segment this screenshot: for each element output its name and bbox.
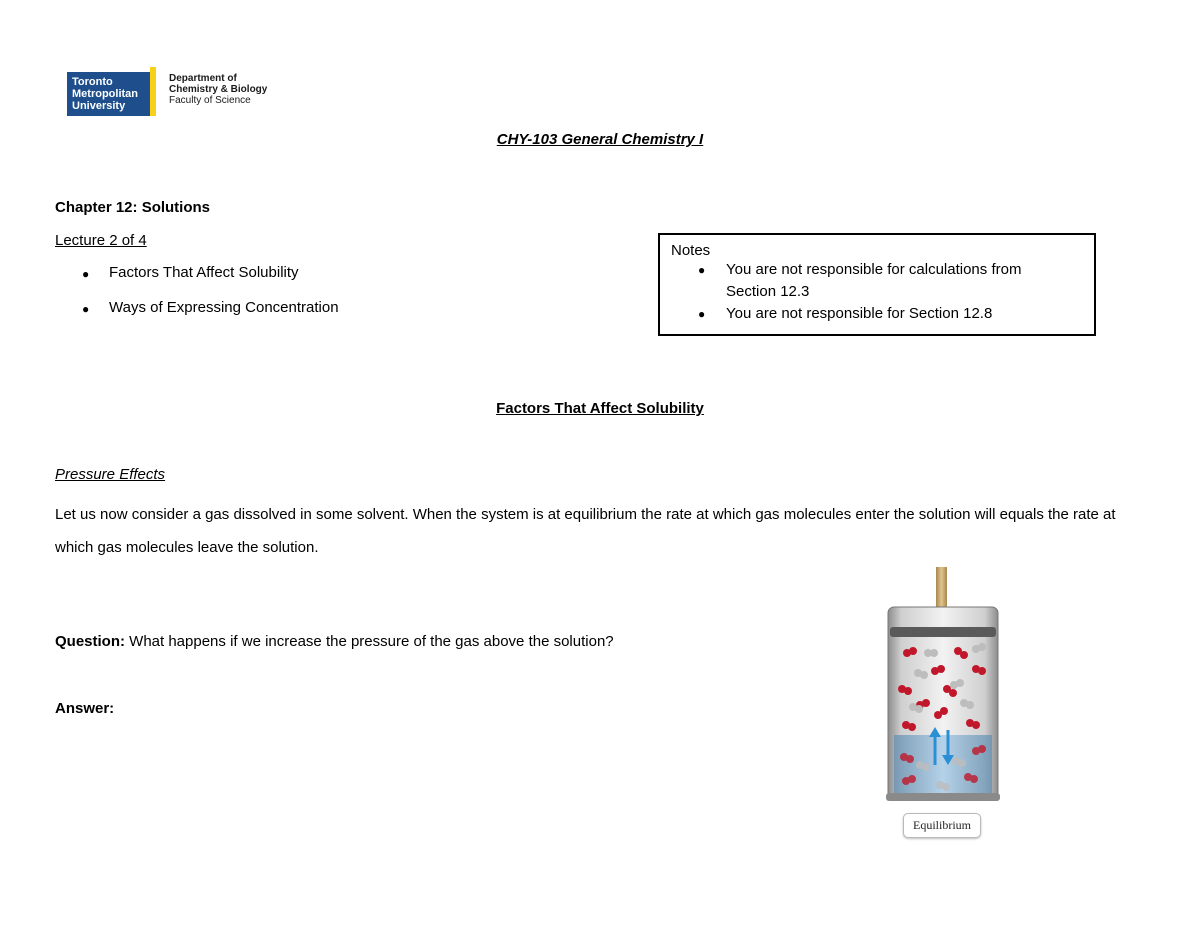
topic-text: Ways of Expressing Concentration <box>109 299 339 316</box>
note-text: You are not responsible for Section 12.8 <box>726 305 993 322</box>
department-line: Department of <box>169 73 237 84</box>
logo-accent-bar <box>150 67 156 116</box>
bullet-icon: ● <box>82 302 90 316</box>
university-logo <box>67 67 277 117</box>
body-paragraph: Let us now consider a gas dissolved in some solvent. When the system is at equilibrium the rate at which gas molecules enter the solution will equals the rate at which gas molecules leave the solution. <box>55 506 1116 556</box>
piston-head <box>890 627 996 637</box>
figure-caption: Equilibrium <box>903 813 981 838</box>
department-name-block <box>169 73 267 106</box>
piston-cylinder-illustration <box>880 565 1010 810</box>
note-item-continued <box>671 281 1094 303</box>
bullet-icon: ● <box>698 263 706 277</box>
university-name-line: Metropolitan <box>72 88 138 100</box>
note-text: You are not responsible for calculations from <box>726 261 1022 278</box>
notes-heading: Notes <box>671 242 711 259</box>
note-item <box>671 303 1094 325</box>
equilibrium-figure <box>880 565 1010 845</box>
topic-text: Factors That Affect Solubility <box>109 264 299 281</box>
university-name-line: University <box>72 100 126 112</box>
topic-item <box>82 264 339 299</box>
section-title: Factors That Affect Solubility <box>496 400 704 417</box>
answer-label: Answer: <box>55 700 115 717</box>
topic-list <box>82 264 339 334</box>
question <box>55 633 614 650</box>
topic-item <box>82 299 339 334</box>
bullet-icon: ● <box>698 307 706 321</box>
faculty-line: Faculty of Science <box>169 95 251 106</box>
university-name-line: Toronto <box>72 76 113 88</box>
subsection-heading: Pressure Effects <box>55 466 166 483</box>
note-item <box>671 259 1094 281</box>
question-text: What happens if we increase the pressure of the gas above the solution? <box>125 633 614 650</box>
note-text: Section 12.3 <box>726 283 810 300</box>
lecture-label: Lecture 2 of 4 <box>55 232 147 249</box>
department-line: Chemistry & Biology <box>169 84 268 95</box>
course-title: CHY-103 General Chemistry I <box>496 131 704 148</box>
bullet-icon: ● <box>82 267 90 281</box>
chapter-heading: Chapter 12: Solutions <box>55 199 211 216</box>
university-name-block <box>67 72 150 116</box>
question-label: Question: <box>55 633 125 650</box>
notes-box <box>658 233 1096 336</box>
